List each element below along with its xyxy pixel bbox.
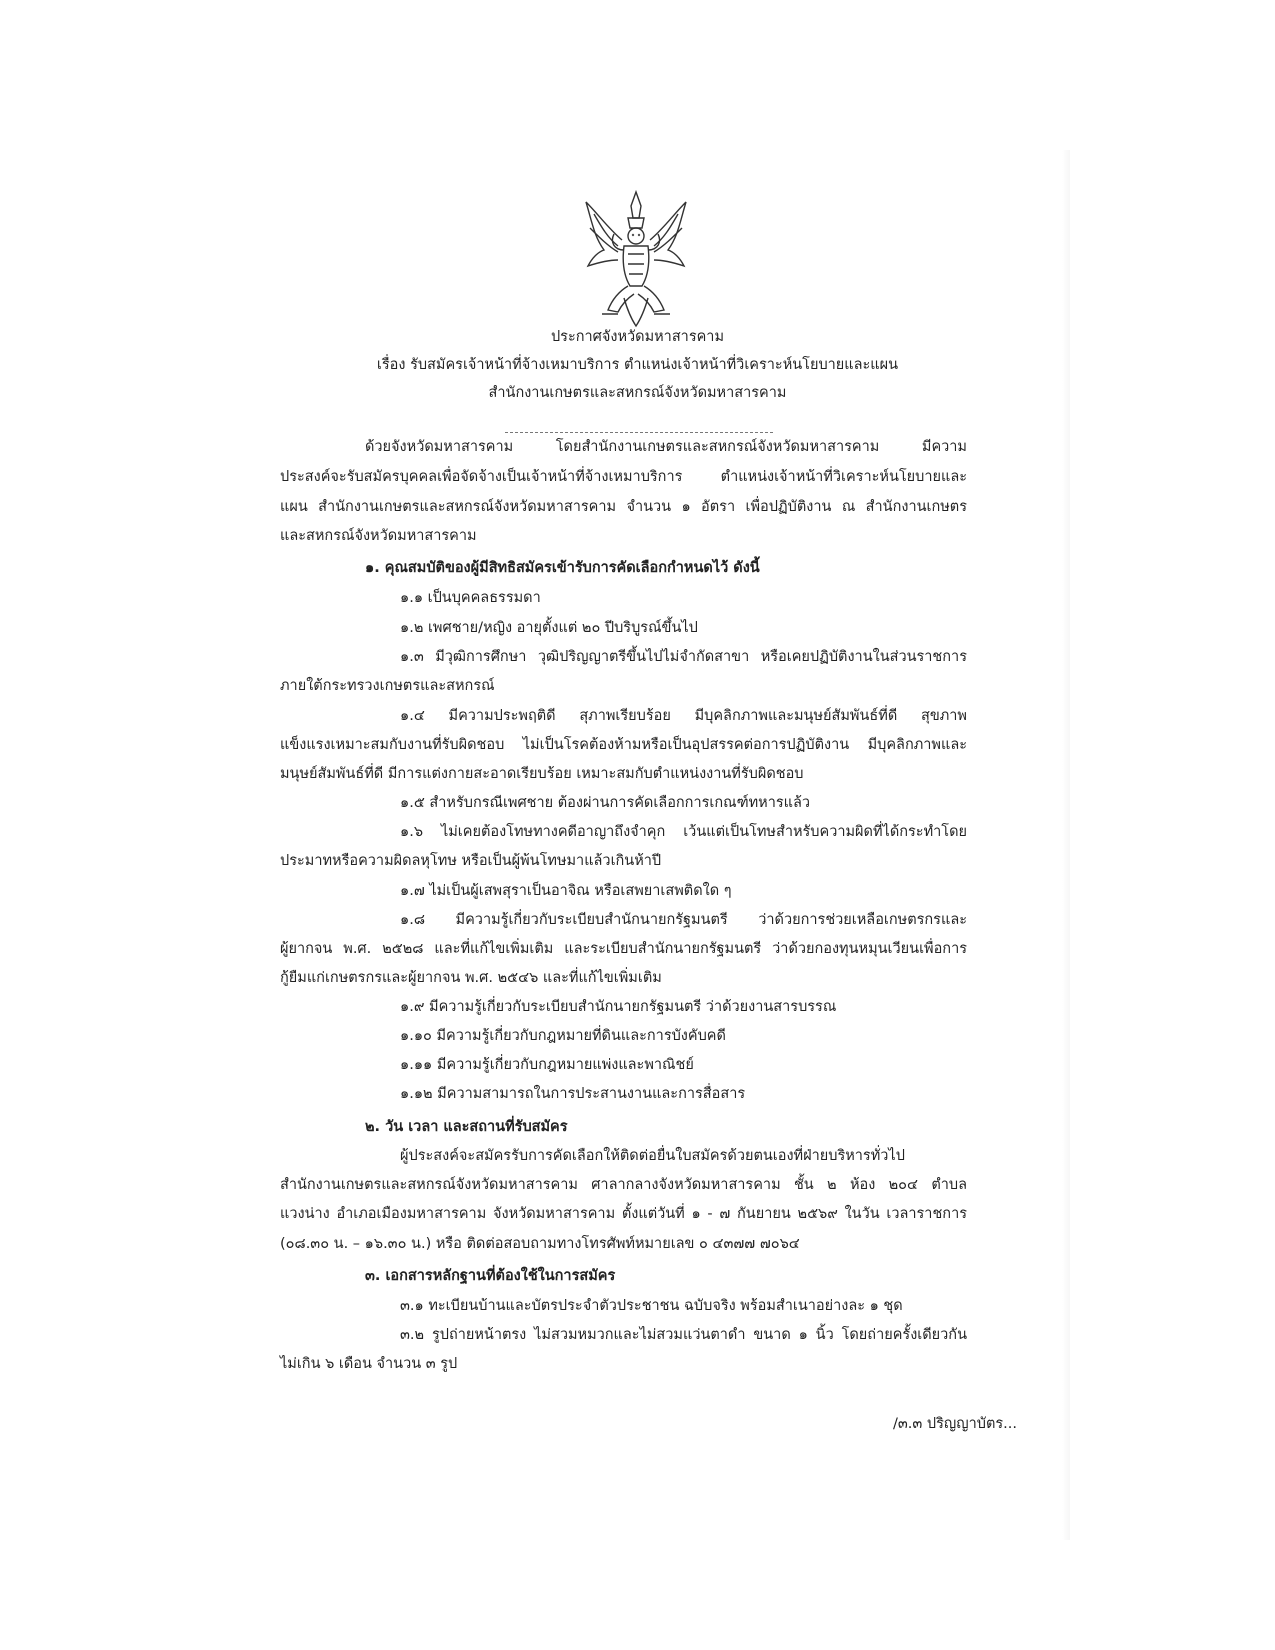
continuation-note: /๓.๓ ปริญญาบัตร... xyxy=(893,1416,1018,1432)
list-item: ๑.๑ เป็นบุคคลธรรมดา xyxy=(400,590,541,606)
list-item-cont: กู้ยืมแก่เกษตรกรและผู้ยากจน พ.ศ. ๒๕๔๖ และที่แก้ไขเพิ่มเติม xyxy=(280,970,662,986)
list-item: ๑.๕ สำหรับกรณีเพศชาย ต้องผ่านการคัดเลือกการเกณฑ์ทหารแล้ว xyxy=(400,795,811,811)
intro-line: ด้วยจังหวัดมหาสารคาม โดยสำนักงานเกษตรและสหกรณ์จังหวัดมหาสารคาม มีความ xyxy=(365,439,967,455)
paragraph-line: (๐๘.๓๐ น. – ๑๖.๓๐ น.) หรือ ติดต่อสอบถามทางโทรศัพท์หมายเลข ๐ ๔๓๗๗ ๗๐๖๔ xyxy=(280,1236,800,1252)
list-item: ๑.๗ ไม่เป็นผู้เสพสุราเป็นอาจิณ หรือเสพยาเสพติดใด ๆ xyxy=(400,883,732,899)
section-2-heading: ๒. วัน เวลา และสถานที่รับสมัคร xyxy=(365,1119,568,1135)
list-item-cont: แข็งแรงเหมาะสมกับงานที่รับผิดชอบ ไม่เป็นโรคต้องห้ามหรือเป็นอุปสรรคต่อการปฏิบัติงาน มีบุคลิกภาพและ xyxy=(280,737,967,753)
section-1-heading: ๑. คุณสมบัติของผู้มีสิทธิสมัครเข้ารับการคัดเลือกกำหนดไว้ ดังนี้ xyxy=(365,560,760,576)
list-item-cont: มนุษย์สัมพันธ์ที่ดี มีการแต่งกายสะอาดเรียบร้อย เหมาะสมกับตำแหน่งงานที่รับผิดชอบ xyxy=(280,766,804,782)
paragraph-line: แวงน่าง อำเภอเมืองมหาสารคาม จังหวัดมหาสารคาม ตั้งแต่วันที่ ๑ - ๗ กันยายน ๒๕๖๙ ในวัน เวลาราชการ xyxy=(280,1206,967,1222)
list-item: ๑.๖ ไม่เคยต้องโทษทางคดีอาญาถึงจำคุก เว้นแต่เป็นโทษสำหรับความผิดที่ได้กระทำโดย xyxy=(400,824,967,840)
list-item-cont: ไม่เกิน ๖ เดือน จำนวน ๓ รูป xyxy=(280,1356,458,1372)
header-divider xyxy=(505,432,773,433)
list-item: ๑.๒ เพศชาย/หญิง อายุตั้งแต่ ๒๐ ปีบริบูรณ์ขึ้นไป xyxy=(400,620,698,636)
announcement-subject: เรื่อง รับสมัครเจ้าหน้าที่จ้างเหมาบริการ ตำแหน่งเจ้าหน้าที่วิเคราะห์นโยบายและแผน xyxy=(376,357,899,373)
list-item: ๑.๓ มีวุฒิการศึกษา วุฒิปริญญาตรีขึ้นไปไม่จำกัดสาขา หรือเคยปฏิบัติงานในส่วนราชการ xyxy=(400,649,967,665)
paragraph-line: ผู้ประสงค์จะสมัครรับการคัดเลือกให้ติดต่อยื่นใบสมัครด้วยตนเองที่ฝ่ายบริหารทั่วไป xyxy=(400,1148,905,1164)
list-item: ๑.๘ มีความรู้เกี่ยวกับระเบียบสำนักนายกรัฐมนตรี ว่าด้วยการช่วยเหลือเกษตรกรและ xyxy=(400,912,967,928)
intro-line: และสหกรณ์จังหวัดมหาสารคาม xyxy=(280,528,477,544)
list-item: ๑.๑๒ มีความสามารถในการประสานงานและการสื่อสาร xyxy=(400,1086,746,1102)
announcement-title: ประกาศจังหวัดมหาสารคาม xyxy=(550,329,725,345)
list-item: ๑.๑๑ มีความรู้เกี่ยวกับกฎหมายแพ่งและพาณิชย์ xyxy=(400,1057,694,1073)
list-item-cont: ประมาทหรือความผิดลหุโทษ หรือเป็นผู้พ้นโทษมาแล้วเกินห้าปี xyxy=(280,853,662,869)
intro-line: ประสงค์จะรับสมัครบุคคลเพื่อจัดจ้างเป็นเจ้าหน้าที่จ้างเหมาบริการ ตำแหน่งเจ้าหน้าที่วิเคราะห์นโยบายและ xyxy=(280,469,967,485)
list-item: ๑.๙ มีความรู้เกี่ยวกับระเบียบสำนักนายกรัฐมนตรี ว่าด้วยงานสารบรรณ xyxy=(400,999,837,1015)
list-item: ๑.๑๐ มีความรู้เกี่ยวกับกฎหมายที่ดินและการบังคับคดี xyxy=(400,1028,726,1044)
list-item-cont: ภายใต้กระทรวงเกษตรและสหกรณ์ xyxy=(280,678,495,694)
list-item: ๑.๔ มีความประพฤติดี สุภาพเรียบร้อย มีบุคลิกภาพและมนุษย์สัมพันธ์ที่ดี สุขภาพ xyxy=(400,708,967,724)
announcement-office: สำนักงานเกษตรและสหกรณ์จังหวัดมหาสารคาม xyxy=(488,385,787,401)
section-3-heading: ๓. เอกสารหลักฐานที่ต้องใช้ในการสมัคร xyxy=(365,1268,616,1284)
paragraph-line: สำนักงานเกษตรและสหกรณ์จังหวัดมหาสารคาม ศาลากลางจังหวัดมหาสารคาม ชั้น ๒ ห้อง ๒๐๔ ตำบล xyxy=(280,1177,967,1193)
list-item-cont: ผู้ยากจน พ.ศ. ๒๕๒๘ และที่แก้ไขเพิ่มเติม และระเบียบสำนักนายกรัฐมนตรี ว่าด้วยกองทุนหมุนเวียนเพื่อการ xyxy=(280,941,967,957)
list-item: ๓.๒ รูปถ่ายหน้าตรง ไม่สวมหมวกและไม่สวมแว่นตาดำ ขนาด ๑ นิ้ว โดยถ่ายครั้งเดียวกัน xyxy=(400,1327,967,1343)
garuda-emblem-icon xyxy=(578,188,694,330)
list-item: ๓.๑ ทะเบียนบ้านและบัตรประจำตัวประชาชน ฉบับจริง พร้อมสำเนาอย่างละ ๑ ชุด xyxy=(400,1298,903,1314)
intro-line: แผน สำนักงานเกษตรและสหกรณ์จังหวัดมหาสารคาม จำนวน ๑ อัตรา เพื่อปฏิบัติงาน ณ สำนักงานเกษตร xyxy=(280,499,967,515)
